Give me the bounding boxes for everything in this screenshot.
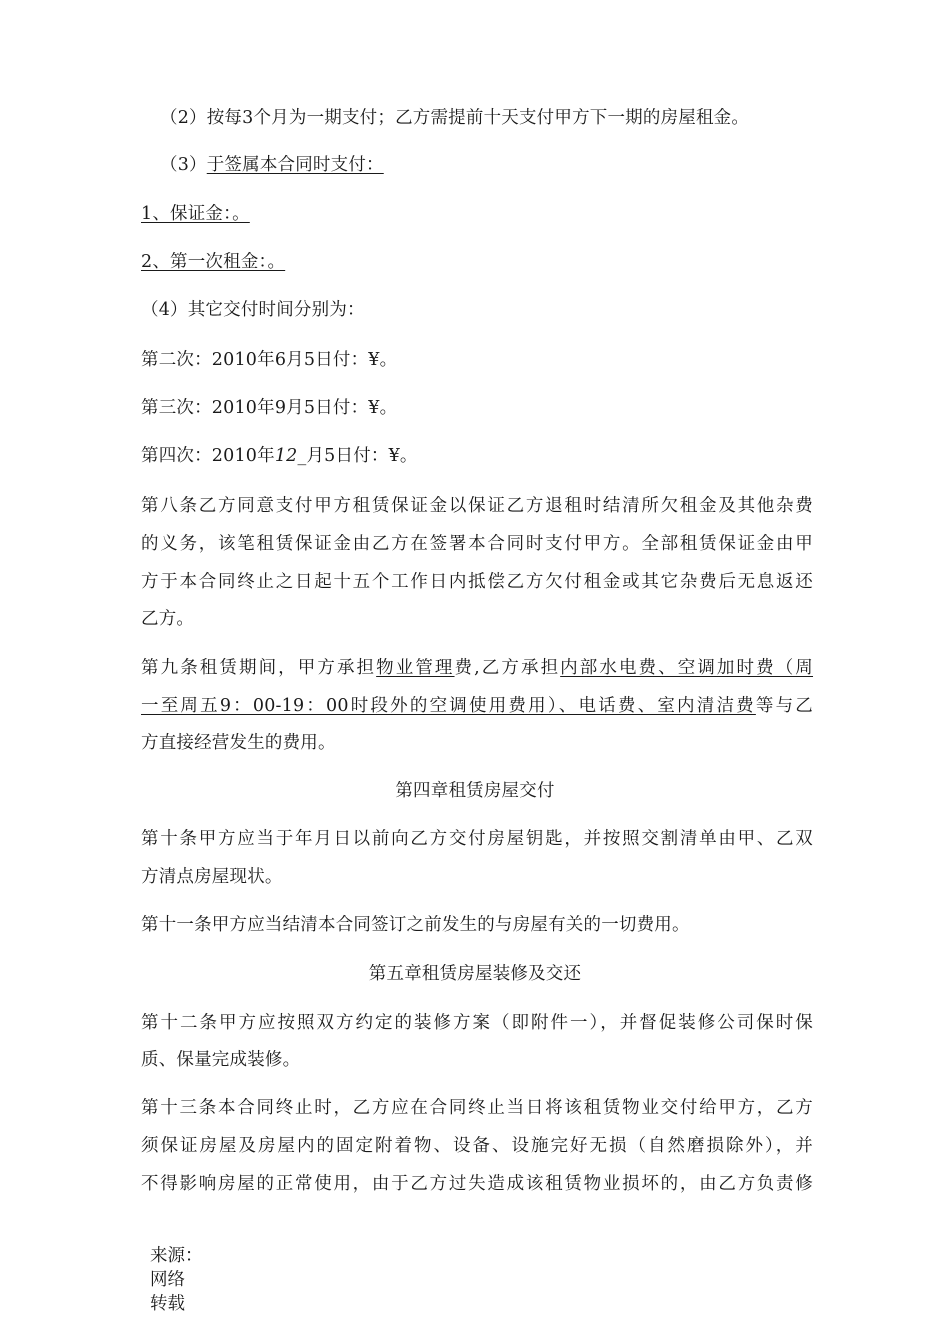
article-9-l1-c: 费,乙方承担 <box>454 658 561 678</box>
payment-clause-2-text: （2）按每3个月为一期支付；乙方需提前十天支付甲方下一期的房屋租金。 <box>160 108 750 128</box>
first-rent-line <box>141 250 813 274</box>
article-8-line-2: 的义务，该笔租赁保证金由乙方在签署本合同时支付甲方。全部租赁保证金由甲 <box>141 534 813 554</box>
article-13-line-1: 第十三条本合同终止时，乙方应在合同终止当日将该租赁物业交付给甲方，乙方 <box>141 1098 813 1118</box>
deposit-text: 1、保证金：。 <box>141 204 250 224</box>
chapter-5-heading: 第五章租赁房屋装修及交还 <box>368 964 582 984</box>
article-10-line-2: 方清点房屋现状。 <box>141 867 283 887</box>
payment-clause-4 <box>141 298 813 322</box>
article-12-line-2: 质、保量完成装修。 <box>141 1050 301 1070</box>
article-12-line-1: 第十二条甲方应按照双方约定的装修方案（即附件一），并督促装修公司保时保 <box>141 1013 813 1033</box>
article-9-line-1 <box>141 656 813 680</box>
footer-line-1: 来源： <box>150 1246 203 1266</box>
article-8-line-4: 乙方。 <box>141 609 195 629</box>
article-9-l2-a: 一至周五9：00-19：00时段外的空调使用费用）、电话费、室内清洁费 <box>141 696 756 716</box>
fourth-payment-suffix: _月5日付：¥。 <box>297 446 418 466</box>
article-13-line-2: 须保证房屋及房屋内的固定附着物、设备、设施完好无损（自然磨损除外），并 <box>141 1136 813 1156</box>
fourth-payment <box>141 444 813 468</box>
deposit-line <box>141 202 813 226</box>
payment-clause-4-text: （4）其它交付时间分别为： <box>141 300 365 320</box>
third-payment <box>141 396 813 420</box>
payment-clause-3-prefix: （3） <box>160 155 207 175</box>
payment-clause-3 <box>160 153 832 177</box>
fourth-payment-prefix: 第四次：2010年 <box>141 446 275 466</box>
article-9-line-3: 方直接经营发生的费用。 <box>141 733 336 753</box>
payment-clause-3-underlined: 于签属本合同时支付： <box>206 155 384 175</box>
second-payment <box>141 348 813 372</box>
article-8-line-1: 第八条乙方同意支付甲方租赁保证金以保证乙方退租时结清所欠租金及其他杂费 <box>141 496 813 516</box>
first-rent-text: 2、第一次租金：。 <box>141 252 286 272</box>
chapter-4-heading: 第四章租赁房屋交付 <box>395 781 555 801</box>
third-payment-text: 第三次：2010年9月5日付：¥。 <box>141 398 398 418</box>
fourth-payment-month: 12 <box>274 446 298 466</box>
article-11: 第十一条甲方应当结清本合同签订之前发生的与房屋有关的一切费用。 <box>141 915 690 935</box>
article-13-line-3: 不得影响房屋的正常使用，由于乙方过失造成该租赁物业损坏的，由乙方负责修 <box>141 1174 813 1194</box>
article-9-line-2 <box>141 694 813 718</box>
article-8-line-3: 方于本合同终止之日起十五个工作日内抵偿乙方欠付租金或其它杂费后无息返还 <box>141 572 813 592</box>
article-9-l1-a: 第九条租赁期间，甲方承担 <box>141 658 377 678</box>
payment-clause-2 <box>160 106 832 130</box>
article-9-l1-d: 内部水电费、空调加时费（周 <box>560 658 814 678</box>
footer-line-3: 转载 <box>150 1294 185 1314</box>
footer-line-2: 网络 <box>150 1270 185 1290</box>
article-9-l1-b: 物业管理 <box>376 658 455 678</box>
article-9-l2-b: 等与乙 <box>755 696 813 716</box>
second-payment-text: 第二次：2010年6月5日付：¥。 <box>141 350 398 370</box>
article-10-line-1: 第十条甲方应当于年月日以前向乙方交付房屋钥匙，并按照交割清单由甲、乙双 <box>141 829 813 849</box>
source-footer <box>150 1244 210 1316</box>
